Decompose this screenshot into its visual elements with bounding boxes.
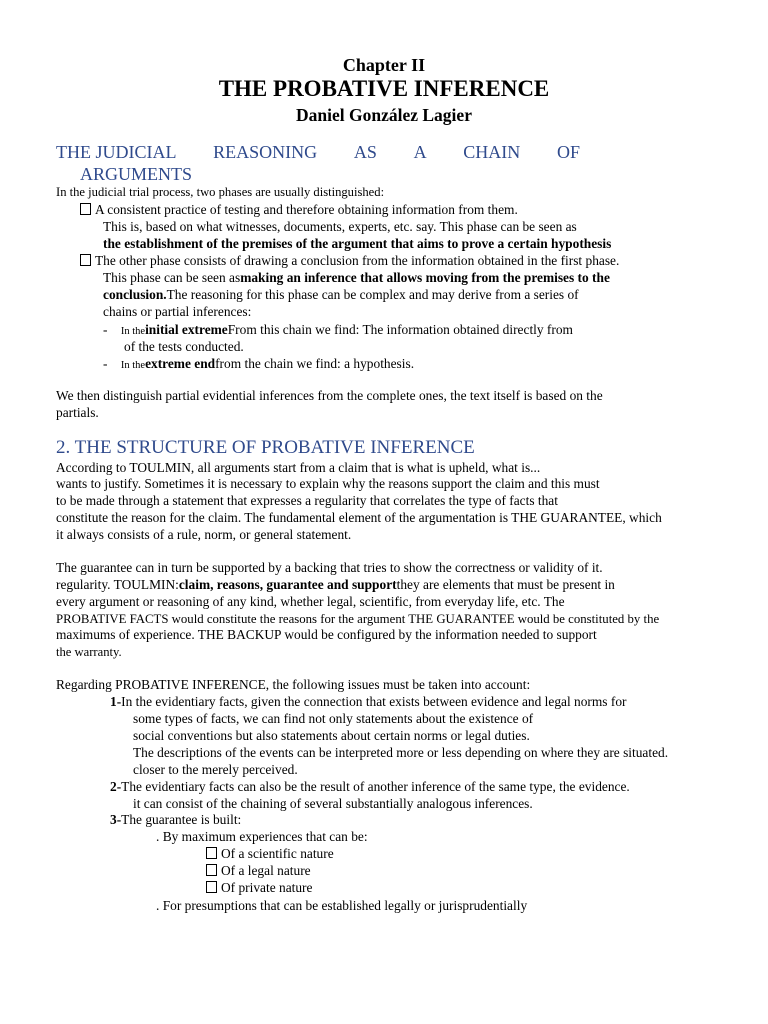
checkbox-bullet-icon [206,881,217,893]
paragraph-line: Regarding PROBATIVE INFERENCE, the following issues must be taken into account: [56,677,531,692]
checkbox-item: Of private nature [206,880,312,896]
section-1-heading [56,142,580,162]
paragraph-line: According to TOULMIN, all arguments start from a claim that is what is upheld, what is... [56,460,541,475]
bullet-item: A consistent practice of testing and therefore obtaining information from them. [80,202,518,218]
checkbox-bullet-icon [206,847,217,859]
heading-word: OF [556,142,580,162]
paragraph-line: . For presumptions that can be established legally or jurisprudentially [156,898,528,913]
paragraph-line: conclusion.The reasoning for this phase can be complex and may derive from a series of [103,287,579,302]
author-name: Daniel González Lagier [296,105,472,125]
checkbox-bullet-icon [206,864,217,876]
checkbox-item: Of a legal nature [206,863,311,879]
paragraph-line: The descriptions of the events can be interpreted more or less depending on where they are situated. [133,745,669,760]
paragraph-line: of the tests conducted. [124,339,244,354]
bullet-item: The other phase consists of drawing a conclusion from the information obtained in the first phase. [80,253,619,269]
paragraph-line: This phase can be seen asmaking an inference that allows moving from the premises to the [103,270,610,285]
paragraph-line: constitute the reason for the claim. The fundamental element of the argumentation is THE GUARANTEE, which [56,510,662,525]
heading-word: AS [353,142,377,162]
paragraph-line: PROBATIVE FACTS would constitute the reasons for the argument THE GUARANTEE would be constituted by the [56,612,660,626]
dash-item: - In theextreme endfrom the chain we find: a hypothesis. [103,356,415,371]
paragraph-line: chains or partial inferences: [103,304,252,319]
paragraph-line: closer to the merely perceived. [133,762,298,777]
heading-word: THE JUDICIAL [56,142,177,162]
numbered-item: 1-In the evidentiary facts, given the connection that exists between evidence and legal norms for [110,694,627,709]
paragraph-line: wants to justify. Sometimes it is necessary to explain why the reasons support the claim and this must [56,476,600,491]
heading-word: REASONING [213,142,318,162]
section-1-intro: In the judicial trial process, two phases are usually distinguished: [56,185,385,199]
paragraph-line: some types of facts, we can find not only statements about the existence of [133,711,534,726]
paragraph-line: . By maximum experiences that can be: [156,829,368,844]
numbered-item: 2-The evidentiary facts can also be the result of another inference of the same type, the evidence. [110,779,630,794]
paragraph-line: the establishment of the premises of the argument that aims to prove a certain hypothesis [103,236,612,251]
checkbox-item: Of a scientific nature [206,846,334,862]
paragraph-line: partials. [56,405,99,420]
paragraph-line: We then distinguish partial evidential inferences from the complete ones, the text itself is based on the [56,388,603,403]
section-2-heading: 2. THE STRUCTURE OF PROBATIVE INFERENCE [56,437,475,458]
paragraph-line: This is, based on what witnesses, documents, experts, etc. say. This phase can be seen as [103,219,577,234]
document-title: THE PROBATIVE INFERENCE [218,76,550,101]
checkbox-bullet-icon [80,203,91,215]
paragraph-line: it always consists of a rule, norm, or general statement. [56,527,352,542]
paragraph-line: maximums of experience. THE BACKUP would be configured by the information needed to support [56,627,597,642]
paragraph-line: it can consist of the chaining of several substantially analogous inferences. [133,796,533,811]
paragraph-line: The guarantee can in turn be supported by a backing that tries to show the correctness or validity of it. [56,560,603,575]
heading-word: A [413,142,427,162]
paragraph-line: regularity. TOULMIN:claim, reasons, guarantee and supportthey are elements that must be present in [56,577,615,592]
chapter-label: Chapter II [342,55,426,75]
dash-item: - In theinitial extremeFrom this chain we find: The information obtained directly from [103,322,573,337]
paragraph-line: to be made through a statement that expresses a regularity that correlates the type of facts that [56,493,558,508]
numbered-item: 3-The guarantee is built: [110,812,242,827]
checkbox-bullet-icon [80,254,91,266]
section-1-heading-continued: ARGUMENTS [80,164,193,184]
paragraph-line: every argument or reasoning of any kind, whether legal, scientific, from everyday life, etc. The [56,594,565,609]
paragraph-line: the warranty. [56,645,122,659]
heading-word: CHAIN [463,142,521,162]
paragraph-line: social conventions but also statements about certain norms or legal duties. [133,728,530,743]
